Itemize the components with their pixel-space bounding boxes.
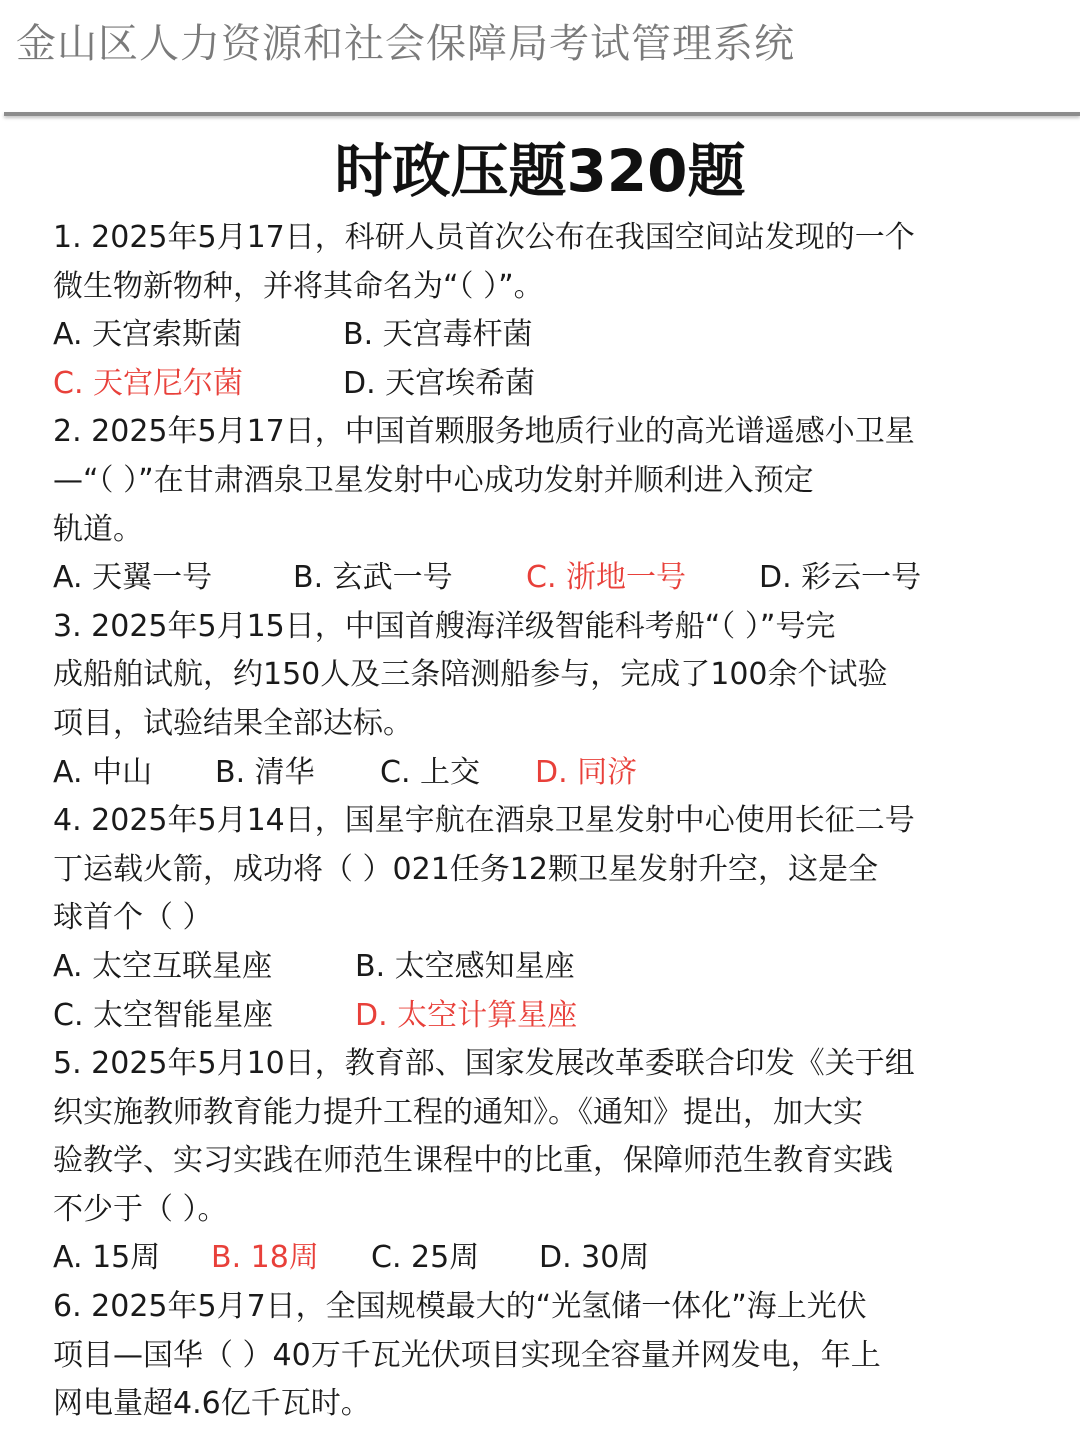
option-row (53, 554, 1043, 603)
question-text: 球首个（ ） (53, 900, 213, 936)
question-text: —“（ ）”在甘肃酒泉卫星发射中心成功发射并顺利进入预定 (53, 462, 814, 498)
option-row (53, 360, 1043, 409)
option-a: A. 15周 (53, 1240, 161, 1276)
question-text: 丁运载火箭，成功将（ ）021任务12颗卫星发射升空，这是全 (53, 851, 878, 887)
question-text: 微生物新物种，并将其命名为“（ ）”。 (53, 268, 544, 304)
option-b: B. 太空感知星座 (355, 948, 575, 984)
question-2 (53, 408, 1043, 602)
option-c-correct-answer: C. 浙地一号 (526, 560, 687, 596)
option-b: B. 清华 (215, 754, 315, 790)
question-6 (53, 1283, 1043, 1429)
option-c: C. 太空智能星座 (53, 997, 274, 1033)
option-row (53, 1234, 1043, 1283)
option-row (53, 943, 1043, 992)
question-text: 织实施教师教育能力提升工程的通知》。《通知》提出，加大实 (53, 1094, 863, 1130)
option-d: D. 天宫埃希菌 (343, 365, 536, 401)
question-text: 4. 2025年5月14日，国星宇航在酒泉卫星发射中心使用长征二号 (53, 803, 915, 839)
question-text: 项目—国华（ ）40万千瓦光伏项目实现全容量并网发电，年上 (53, 1337, 881, 1373)
question-text: 成船舶试航，约150人及三条陪测船参与，完成了100余个试验 (53, 657, 888, 693)
question-text: 项目，试验结果全部达标。 (53, 705, 413, 741)
question-text: 3. 2025年5月15日，中国首艘海洋级智能科考船“（ ）”号完 (53, 608, 836, 644)
option-b: B. 玄武一号 (293, 560, 453, 596)
option-b: B. 天宫毒杆菌 (343, 317, 533, 353)
option-row (53, 749, 1043, 798)
question-text: 5. 2025年5月10日，教育部、国家发展改革委联合印发《关于组 (53, 1046, 915, 1082)
option-row (53, 311, 1043, 360)
system-title: 金山区人力资源和社会保障局考试管理系统 (16, 21, 795, 67)
option-a: A. 中山 (53, 754, 153, 790)
question-3 (53, 603, 1043, 797)
question-text: 2. 2025年5月17日，中国首颗服务地质行业的高光谱遥感小卫星 (53, 414, 915, 450)
question-list (53, 214, 1043, 1429)
question-text: 轨道。 (53, 511, 143, 547)
question-text: 1. 2025年5月17日，科研人员首次公布在我国空间站发现的一个 (53, 220, 915, 255)
question-4 (53, 797, 1043, 1040)
option-c-correct-answer: C. 天宫尼尔菌 (53, 365, 244, 401)
option-d-correct-answer: D. 太空计算星座 (355, 997, 578, 1033)
question-text: 不少于（ ）。 (53, 1191, 228, 1227)
question-text: 验教学、实习实践在师范生课程中的比重，保障师范生教育实践 (53, 1143, 893, 1179)
question-text: 6. 2025年5月7日，全国规模最大的“光氢储一体化”海上光伏 (53, 1289, 867, 1325)
option-c: C. 上交 (380, 754, 481, 790)
option-a: A. 天翼一号 (53, 560, 213, 596)
option-d: D. 彩云一号 (759, 560, 922, 596)
option-row (53, 992, 1043, 1041)
question-5 (53, 1040, 1043, 1283)
option-c: C. 25周 (371, 1240, 480, 1276)
page-title: 时政压题320题 (334, 137, 746, 205)
question-text: 网电量超4.6亿千瓦时。 (53, 1386, 371, 1422)
app-header (0, 0, 1080, 112)
option-d: D. 30周 (539, 1240, 650, 1276)
option-a: A. 太空互联星座 (53, 948, 273, 984)
option-d-correct-answer: D. 同济 (535, 754, 638, 790)
header-divider (4, 112, 1080, 116)
option-b-correct-answer: B. 18周 (211, 1240, 319, 1276)
option-a: A. 天宫索斯菌 (53, 317, 243, 353)
question-1 (53, 214, 1043, 408)
